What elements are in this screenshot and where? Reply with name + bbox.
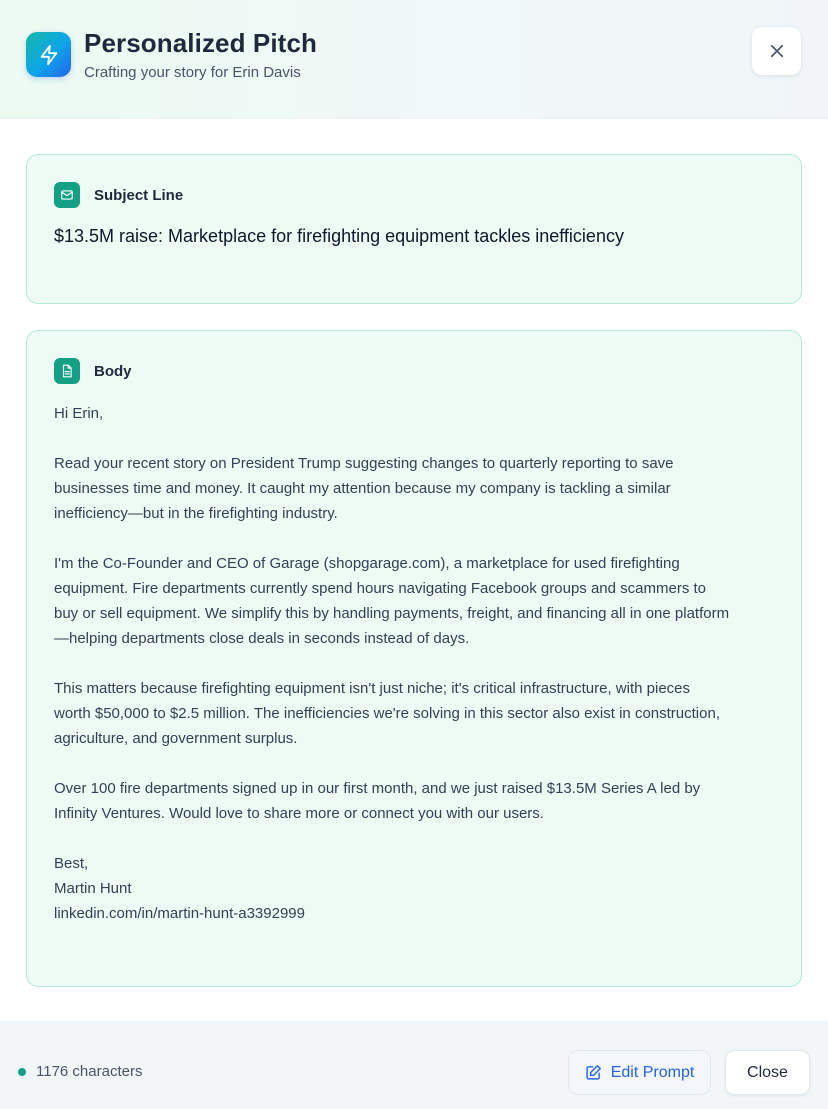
close-icon-button[interactable] — [752, 27, 801, 75]
email-paragraph — [54, 776, 784, 826]
email-line: worth $50,000 to $2.5 million. The inefficiencies we're solving in this sector also exist in construction, — [54, 705, 720, 722]
mail-icon — [54, 182, 80, 208]
body-header — [54, 358, 132, 384]
email-line: Over 100 fire departments signed up in our first month, and we just raised $13.5M Series A led by — [54, 780, 701, 797]
email-line: Infinity Ventures. Would love to share more or connect you with our users. — [54, 805, 544, 822]
edit-icon — [585, 1064, 602, 1081]
email-line: equipment. Fire departments currently spend hours navigating Facebook groups and scammers to — [54, 580, 707, 597]
email-closing: Best, — [54, 855, 89, 872]
subject-line-header — [54, 182, 183, 208]
lightning-bolt-icon — [26, 32, 71, 77]
close-icon — [768, 42, 786, 60]
email-paragraph — [54, 451, 784, 526]
close-button[interactable]: Close — [725, 1050, 810, 1095]
email-line: This matters because firefighting equipment isn't just niche; it's critical infrastructure, with pieces — [54, 680, 690, 697]
character-count-text: 1176 characters — [36, 1063, 143, 1080]
email-paragraph — [54, 551, 784, 651]
email-greeting: Hi Erin, — [54, 405, 104, 422]
email-signoff — [54, 851, 784, 926]
email-line: agriculture, and government surplus. — [54, 730, 298, 747]
subject-line-card — [26, 154, 802, 304]
email-paragraph — [54, 676, 784, 751]
body-card — [26, 330, 802, 987]
modal-header — [0, 0, 828, 119]
email-line: —helping departments close deals in seconds instead of days. — [54, 630, 470, 647]
modal-footer — [0, 1021, 828, 1109]
email-sender-linkedin: linkedin.com/in/martin-hunt-a3392999 — [54, 905, 305, 922]
body-label: Body — [94, 362, 132, 380]
document-icon — [54, 358, 80, 384]
character-count — [18, 1063, 142, 1080]
email-line: buy or sell equipment. We simplify this by handling payments, freight, and financing all in one platform — [54, 605, 730, 622]
email-line: businesses time and money. It caught my attention because my company is tackling a similar — [54, 480, 671, 497]
email-line: inefficiency—but in the firefighting industry. — [54, 505, 338, 522]
email-line: I'm the Co-Founder and CEO of Garage (shopgarage.com), a marketplace for used firefighting — [54, 555, 680, 572]
status-dot-icon — [18, 1068, 26, 1076]
subject-line-text: $13.5M raise: Marketplace for firefighting equipment tackles inefficiency — [54, 226, 624, 246]
page-subtitle: Crafting your story for Erin Davis — [84, 64, 301, 81]
email-body-text — [54, 401, 784, 926]
email-line: Read your recent story on President Trump suggesting changes to quarterly reporting to save — [54, 455, 674, 472]
subject-line-label: Subject Line — [94, 186, 184, 204]
edit-prompt-label: Edit Prompt — [610, 1063, 695, 1081]
page-title: Personalized Pitch — [84, 28, 317, 58]
email-sender-name: Martin Hunt — [54, 880, 132, 897]
edit-prompt-button[interactable] — [568, 1050, 711, 1095]
